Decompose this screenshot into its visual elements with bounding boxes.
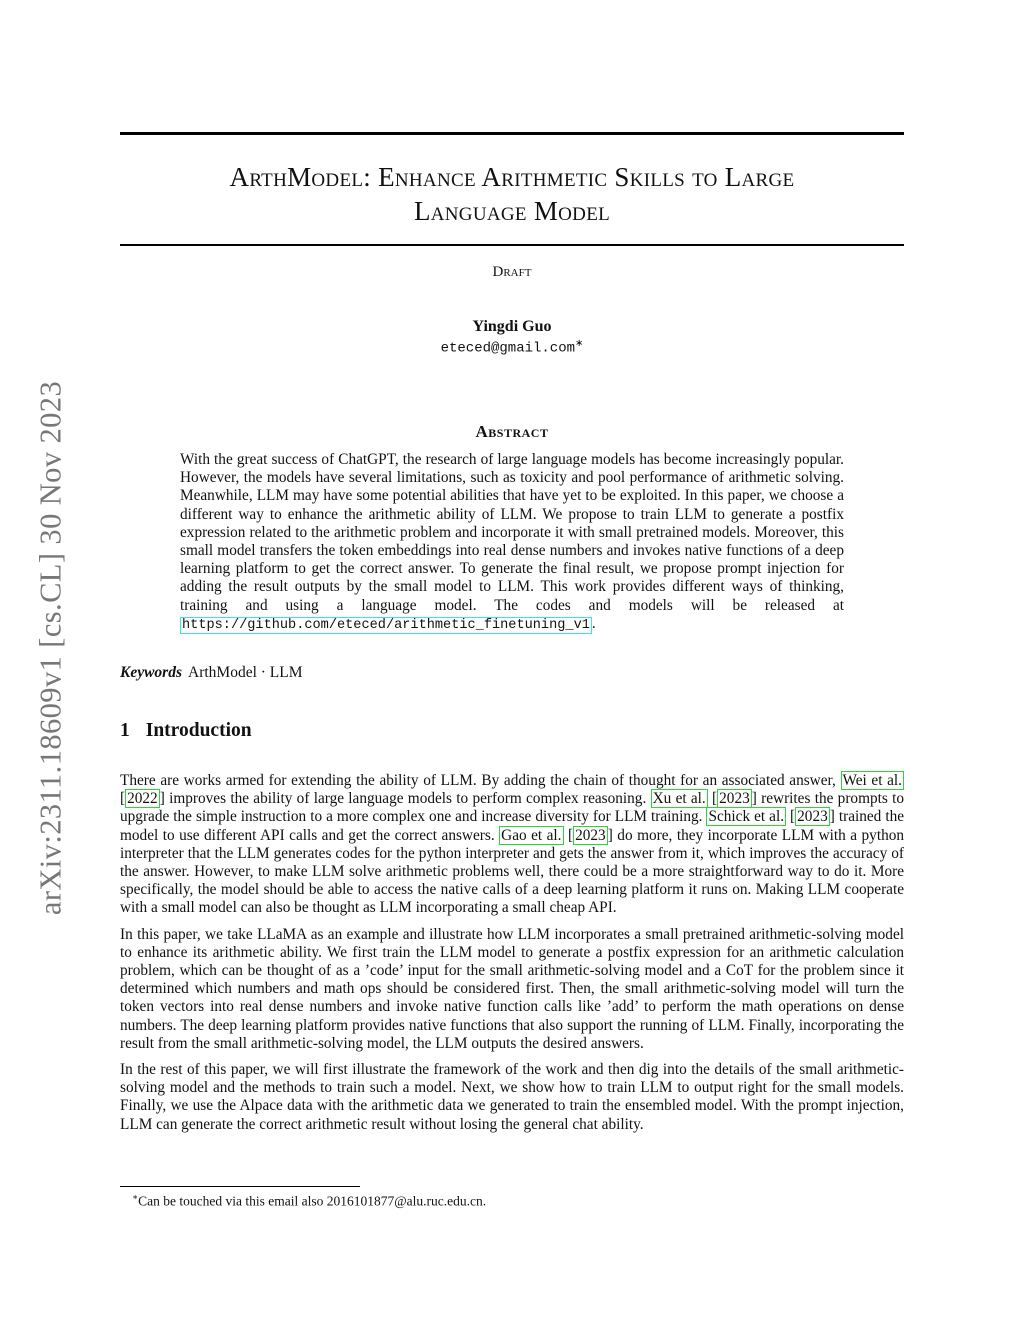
draft-label: Draft: [492, 264, 532, 280]
citation-year-link[interactable]: 2023: [719, 790, 750, 808]
github-link[interactable]: https://github.com/eteced/arithmetic_finetuning_v1: [182, 617, 590, 633]
intro-text: trained the model to use different API calls and get the correct answers.: [120, 808, 905, 844]
abstract-body: [180, 451, 844, 635]
citation-year-link[interactable]: 2023: [575, 826, 606, 844]
section-number: 1: [120, 720, 130, 741]
footnote-rule: [120, 1186, 360, 1187]
citation-link[interactable]: Xu et al.: [652, 790, 706, 808]
title-bottom-rule: [120, 244, 904, 246]
email-footnote-mark: ∗: [575, 338, 584, 349]
section-title: Introduction: [145, 720, 252, 741]
intro-body: [120, 772, 904, 1142]
intro-paragraph-2: In this paper, we take LLaMA as an example and illustrate how LLM incorporates a small pretrained arithmetic-solving model to enhance its arithmetic ability. We first train the LLM model to generate a postfix expression for an arithmetic calculation problem, which can be thought of as a ’code’ input for the small arithmetic-solving model and a CoT for the problem since it determined which numbers and math ops should be considered first. Then, the small arithmetic-solving model will turn the token vectors into real dense numbers and invoke native function calls like ’add’ to perform the math operations on dense numbers. The deep learning platform provides native functions that also support the running of LLM. Finally, incorporating the result from the small arithmetic-solving model, the LLM outputs the desired answers.: [120, 925, 904, 1052]
author-email-line: [120, 338, 904, 357]
author-email[interactable]: eteced@gmail.com: [440, 340, 576, 357]
title-top-rule: [120, 132, 904, 135]
title-line-2: Language Model: [413, 196, 611, 226]
intro-text: improves the ability of large language models to perform complex reasoning.: [169, 790, 647, 808]
keywords-value: ArthModel · LLM: [188, 664, 303, 681]
citation-link[interactable]: Schick et al.: [708, 808, 785, 826]
section-heading: [120, 720, 268, 742]
footnote-text: Can be touched via this email also 2016101877@alu.ruc.edu.cn.: [138, 1193, 487, 1209]
citation-link[interactable]: Wei et al.: [842, 772, 902, 789]
intro-paragraph-1: There are works armed for extending the ability of LLM. By adding the chain of thought for an associated answer, Wei et al. [ 2022 ] improves the ability of large language models to perform complex reasoning. Xu et al. [ 2023 ] rewrites the prompts to upgrade the simple instruction to a more complex one and increase diversity for LLM training. Schick et al. [ 2023 ] trained the model to use different API calls and get the correct answers. Gao et al. [ 2023 ] do more, they incorporate LLM with a python interpreter that the LLM generates codes for the python interpreter and gets the answer from it, which improves the accuracy of the answer. However, to make LLM solve arithmetic problems well, there could be a more straightforward way to do it. More specifically, the model should be able to access the native calls of a deep learning platform it runs on. Making LLM cooperate with a small model can also be thought as LLM incorporating a small cheap API.: [120, 772, 905, 917]
abstract-end: .: [591, 614, 596, 632]
abstract-text: With the great success of ChatGPT, the research of large language models has become increasingly popular. However, the models have several limitations, such as toxicity and pool performance of arithmetic solving. Meanwhile, LLM may have some potential abilities that have yet to be exploited. In this paper, we choose a different way to enhance the arithmetic ability of LLM. We propose to train LLM to generate a postfix expression related to the arithmetic problem and incorporate it with small pretrained models. Moreover, this small model transfers the token embeddings into real dense numbers and invokes native functions of a deep learning platform to get the correct answer. To generate the final result, we propose prompt injection for adding the result outputs by the small model to LLM. This work provides different ways of thinking, training and using a language model. The codes and models will be released at: [180, 451, 844, 614]
citation-link[interactable]: Gao et al.: [501, 826, 562, 844]
footnote-mark: ∗: [132, 1192, 139, 1202]
citation-year-link[interactable]: 2022: [127, 790, 158, 808]
intro-text: There are works armed for extending the ability of LLM. By adding the chain of thought for an associated answer,: [120, 772, 836, 789]
author-name: Yingdi Guo: [472, 318, 552, 335]
abstract-heading: Abstract: [475, 422, 549, 441]
paper-title: [120, 160, 904, 228]
keywords-label: Keywords: [120, 664, 182, 681]
footnote: [132, 1192, 486, 1210]
citation-year-link[interactable]: 2023: [797, 808, 828, 826]
title-line-1: ArthModel: Enhance Arithmetic Skills to Large: [229, 162, 795, 192]
keywords-line: [120, 664, 303, 682]
intro-text: do more, they incorporate LLM with a python interpreter that the LLM generates codes for the python interpreter and gets the answer from it, which improves the accuracy of the answer. However, to make LLM solve arithmetic problems well, there could be a more straightforward way to do it. More specifically, the model should be able to access the native calls of a deep learning platform it runs on. Making LLM cooperate with a small model can also be thought as LLM incorporating a small cheap API.: [120, 826, 905, 917]
arxiv-sidebar-id: arXiv:2311.18609v1 [cs.CL] 30 Nov 2023: [33, 380, 68, 916]
intro-text: rewrites the prompts to upgrade the simple instruction to a more complex one and increase diversity for LLM training.: [120, 790, 905, 826]
intro-paragraph-3: In the rest of this paper, we will first illustrate the framework of the work and then dig into the details of the small arithmetic-solving model and the methods to train such a model. Next, we show how to train LLM to output right for the small models. Finally, we use the Alpace data with the arithmetic data we generated to train the ensembled model. With the prompt injection, LLM can generate the correct arithmetic result without losing the general chat ability.: [120, 1061, 904, 1133]
